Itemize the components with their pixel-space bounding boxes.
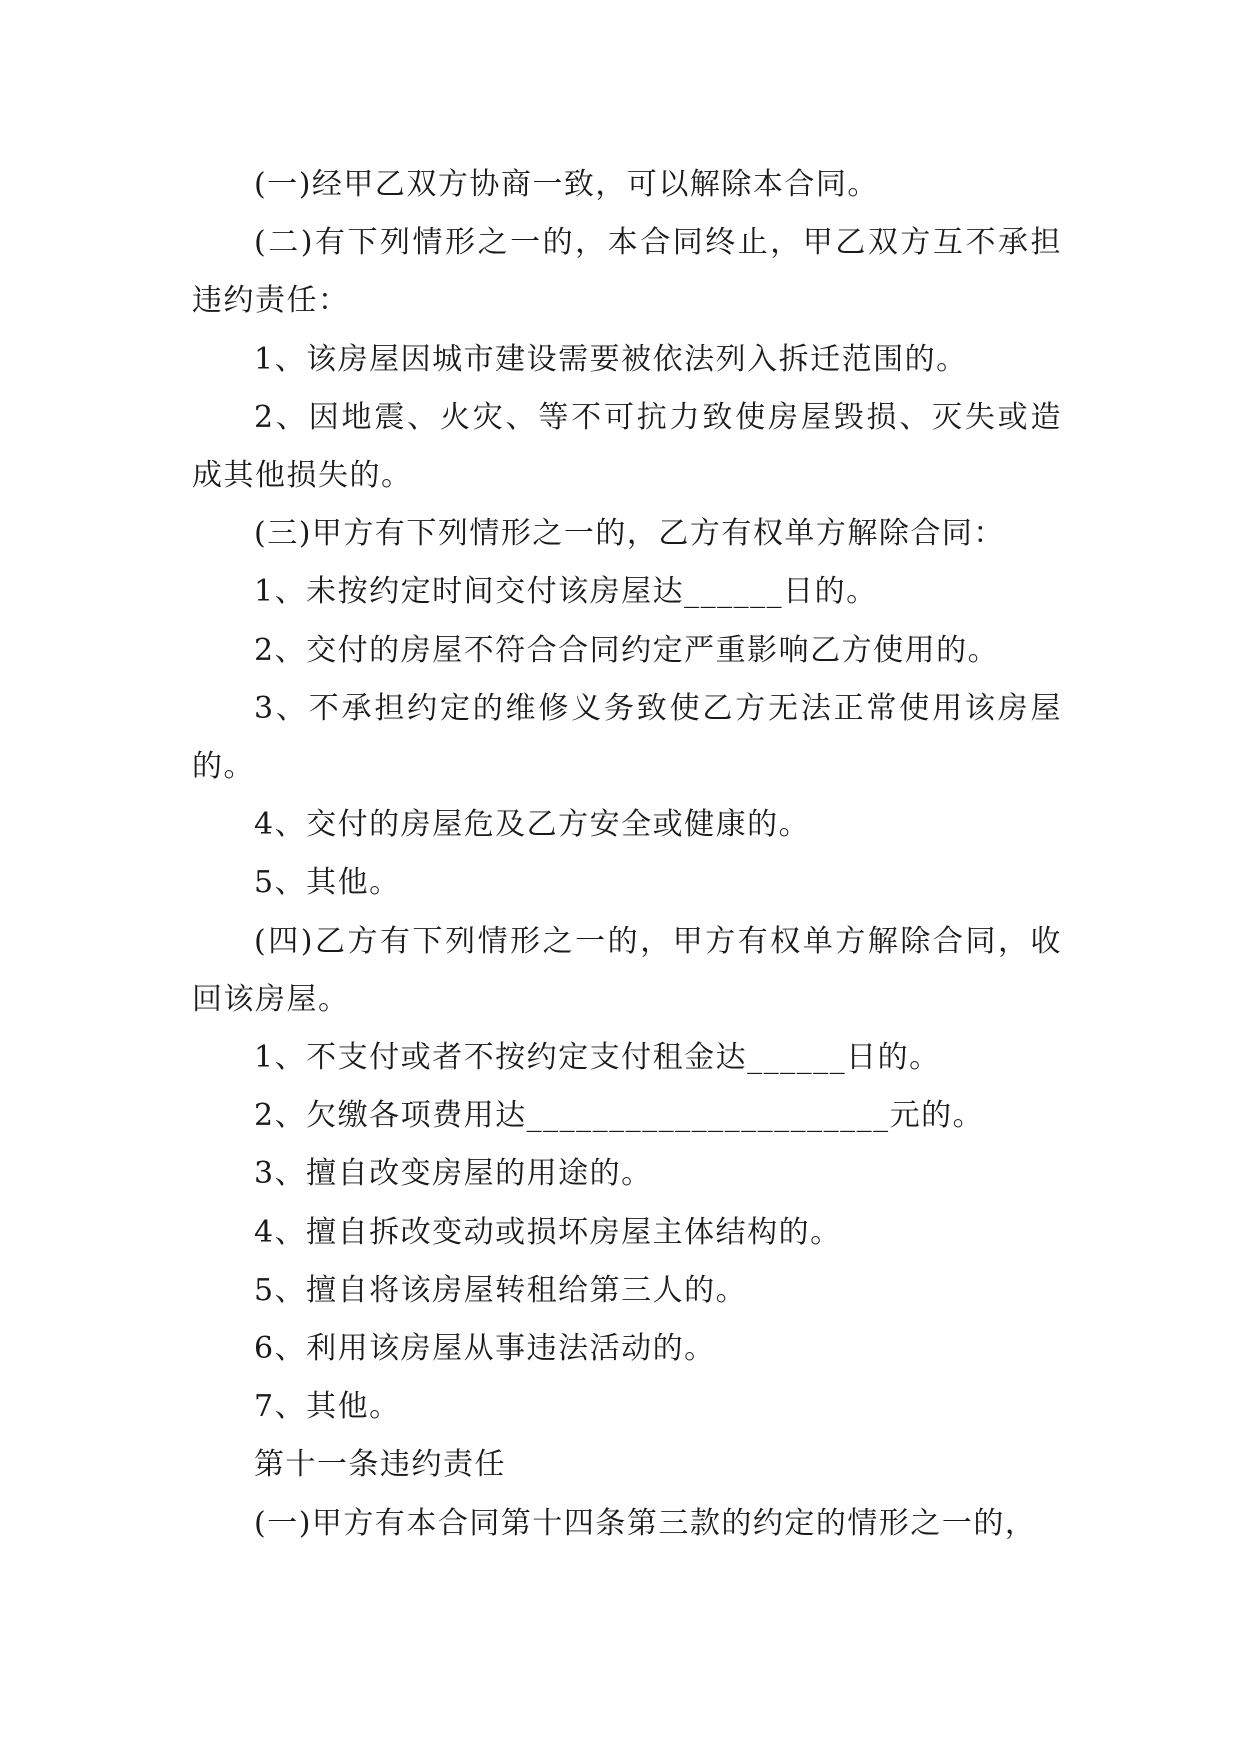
paragraph: 5、其他。: [254, 865, 401, 901]
paragraph: 4、交付的房屋危及乙方安全或健康的。: [254, 807, 811, 843]
paragraph: 1、未按约定时间交付该房屋达______日的。: [254, 574, 878, 610]
paragraph: 2、交付的房屋不符合合同约定严重影响乙方使用的。: [254, 632, 1000, 668]
paragraph: 5、擅自将该房屋转租给第三人的。: [254, 1272, 748, 1308]
paragraph: (一)经甲乙双方协商一致，可以解除本合同。: [254, 167, 879, 202]
paragraph: 7、其他。: [254, 1389, 401, 1425]
paragraph: (三)甲方有下列情形之一的，乙方有权单方解除合同：: [254, 516, 1005, 552]
paragraph: 6、利用该房屋从事违法活动的。: [254, 1331, 716, 1367]
paragraph: 2、欠缴各项费用达______________________元的。: [254, 1098, 985, 1134]
paragraph: 1、该房屋因城市建设需要被依法列入拆迁范围的。: [254, 341, 968, 377]
paragraph: 1、不支付或者不按约定支付租金达______日的。: [254, 1040, 941, 1076]
paragraph: 3、擅自改变房屋的用途的。: [254, 1156, 653, 1192]
contract-text: [192, 156, 1062, 1553]
section-heading: 第十一条违约责任: [254, 1447, 506, 1483]
paragraph: 2、因地震、火灾、等不可抗力致使房屋毁损、灭失或造成其他损失的。: [192, 399, 1062, 494]
paragraph: 4、擅自拆改变动或损坏房屋主体结构的。: [254, 1214, 842, 1250]
paragraph: (二)有下列情形之一的，本合同终止，甲乙双方互不承担违约责任：: [192, 225, 1062, 319]
paragraph: (四)乙方有下列情形之一的，甲方有权单方解除合同，收回该房屋。: [192, 923, 1062, 1017]
paragraph: (一)甲方有本合同第十四条第三款的约定的情形之一的，: [254, 1505, 1037, 1541]
paragraph: 3、不承担约定的维修义务致使乙方无法正常使用该房屋的。: [192, 690, 1062, 785]
